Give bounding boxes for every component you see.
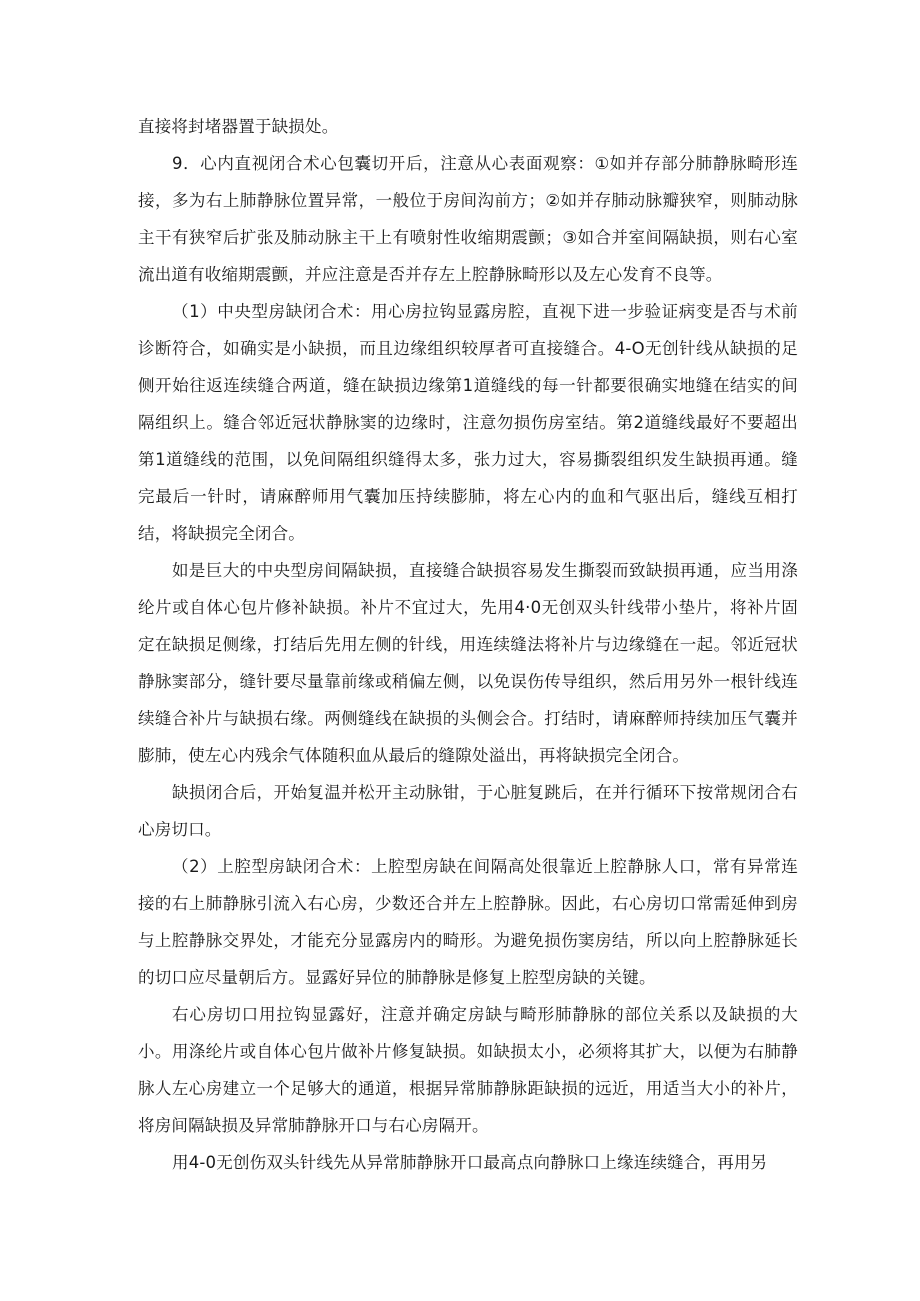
paragraph-item-9: 9．心内直视闭合术心包囊切开后，注意从心表面观察：①如并存部分肺静脉畸形连接，多为右上肺静脉位置异常，一般位于房间沟前方；②如并存肺动脉瓣狭窄，则肺动脉主干有狭窄后扩张及肺动脉主干上有喷射性收缩期震颤；③如合并室间隔缺损，则右心室流出道有收缩期震颤，并应注意是否并存左上腔静脉畸形以及左心发育不良等。	[138, 154, 798, 284]
paragraph-large-defect-patch: 如是巨大的中央型房间隔缺损，直接缝合缺损容易发生撕裂而致缺损再通，应当用涤纶片或自体心包片修补缺损。补片不宜过大，先用4·0无创双头针线带小垫片，将补片固定在缺损足侧缘，打结后先用左侧的针线，用连续缝法将补片与边缘缝在一起。邻近冠状静脉窦部分，缝针要尽量靠前缘或稍偏左侧，以免误伤传导组织，然后用另外一根针线连续缝合补片与缺损右缘。两侧缝线在缺损的头侧会合。打结时，请麻醉师持续加压气囊并膨肺，使左心内残余气体随积血从最后的缝隙处溢出，再将缺损完全闭合。	[138, 561, 798, 765]
paragraph-continuation: 直接将封堵器置于缺损处。	[138, 117, 339, 136]
paragraph-central-type-closure: （1）中央型房缺闭合术：用心房拉钩显露房腔，直视下进一步验证病变是否与术前诊断符合，如确实是小缺损，而且边缘组织较厚者可直接缝合。4-O无创针线从缺损的足侧开始往返连续缝合两道，缝在缺损边缘第1道缝线的每一针都要很确实地缝在结实的间隔组织上。缝合邻近冠状静脉窦的边缘时，注意勿损伤房室结。第2道缝线最好不要超出第1道缝线的范围，以免间隔组织缝得太多，张力过大，容易撕裂组织发生缺损再通。缝完最后一针时，请麻醉师用气囊加压持续膨肺，将左心内的血和气驱出后，缝线互相打结，将缺损完全闭合。	[138, 302, 798, 543]
document-body	[138, 108, 798, 1181]
paragraph-after-closure: 缺损闭合后，开始复温并松开主动脉钳，于心脏复跳后，在并行循环下按常规闭合右心房切口。	[138, 783, 798, 839]
paragraph-superior-vena-type-closure: （2）上腔型房缺闭合术：上腔型房缺在间隔高处很靠近上腔静脉人口，常有异常连接的右上肺静脉引流入右心房，少数还合并左上腔静脉。因此，右心房切口常需延伸到房与上腔静脉交界处，才能充分显露房内的畸形。为避免损伤窦房结，所以向上腔静脉延长的切口应尽量朝后方。显露好异位的肺静脉是修复上腔型房缺的关键。	[138, 857, 798, 987]
paragraph-right-atrium-exposure: 右心房切口用拉钩显露好，注意并确定房缺与畸形肺静脉的部位关系以及缺损的大小。用涤纶片或自体心包片做补片修复缺损。如缺损太小，必须将其扩大，以便为右肺静脉人左心房建立一个足够大的通道，根据异常肺静脉距缺损的远近，用适当大小的补片，将房间隔缺损及异常肺静脉开口与右心房隔开。	[138, 1005, 798, 1135]
paragraph-suture-technique: 用4-0无创伤双头针线先从异常肺静脉开口最高点向静脉口上缘连续缝合，再用另	[172, 1153, 768, 1172]
